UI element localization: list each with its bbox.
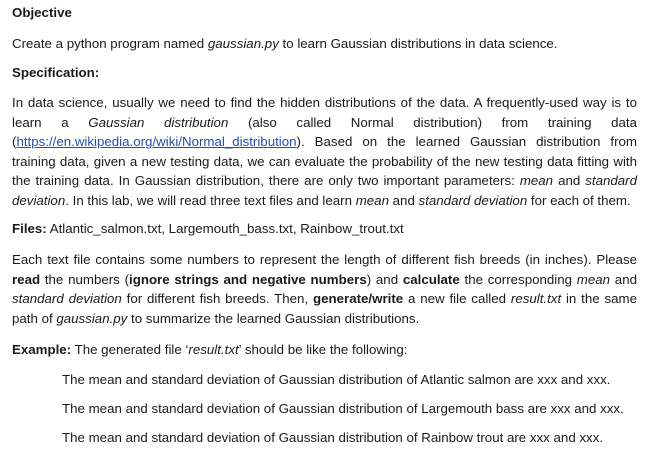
task-paragraph — [12, 250, 637, 328]
example-text-1: The generated file ‘ — [71, 342, 189, 357]
objective-filename: gaussian.py — [207, 36, 279, 51]
task-gaussian-filename: gaussian.py — [56, 310, 128, 326]
task-text-9: to summarize the learned Gaussian distributions. — [127, 310, 420, 326]
example-text-2: ’ should be like the following: — [238, 342, 408, 357]
wikipedia-link[interactable]: https://en.wikipedia.org/wiki/Normal_distribution — [16, 134, 297, 150]
task-text-7: a new file called — [403, 291, 511, 307]
example-output-line: The mean and standard deviation of Gaussian distribution of Largemouth bass are xxx and xxx. — [62, 401, 624, 416]
spec-text-5: . In this lab, we will read three text files and learn — [65, 192, 356, 208]
task-text-4: the corresponding — [459, 271, 577, 287]
task-read-term: read — [12, 271, 41, 287]
files-label: Files: — [12, 221, 47, 236]
example-filename: result.txt — [188, 342, 239, 357]
spec-text-4: and — [553, 173, 586, 189]
task-text-5: and — [610, 271, 637, 287]
spec-text-7: for each of them. — [527, 192, 631, 208]
spec-std-term: standard deviation — [12, 173, 637, 208]
objective-heading: Objective — [12, 5, 72, 20]
specification-paragraph — [12, 93, 637, 211]
spec-text-1: In data science, usually we need to find the hidden distributions of the data. A frequently-used way is to learn a — [12, 95, 637, 130]
spec-std-term-2: standard deviation — [418, 192, 528, 208]
task-mean-term: mean — [576, 271, 611, 287]
spec-text-2: (also called Normal distribution) from training data ( — [12, 114, 637, 150]
files-list: Atlantic_salmon.txt, Largemouth_bass.txt, Rainbow_trout.txt — [46, 221, 404, 236]
task-text-8: in the same path of — [12, 291, 638, 326]
spec-mean-term-2: mean — [355, 192, 389, 208]
task-text-6: for different fish breeds. Then, — [121, 291, 313, 307]
objective-text — [12, 34, 637, 54]
task-std-term: standard deviation — [12, 291, 122, 307]
task-ignore-term: ignore strings and negative numbers — [129, 271, 367, 287]
example-line — [12, 340, 637, 360]
example-output-line: The mean and standard deviation of Gaussian distribution of Atlantic salmon are xxx and xxx. — [62, 372, 611, 387]
task-result-filename: result.txt — [510, 291, 562, 307]
spec-text-6: and — [388, 192, 419, 208]
task-generate-term: generate/write — [312, 291, 404, 307]
spec-text-3: ). Based on the learned Gaussian distribution from training data, given a new testing data, we can evaluate the probability of the new testing data fitting with the training data. In Gaussian distribution, there are only two important parameters: — [12, 134, 637, 189]
example-label: Example: — [12, 342, 72, 357]
spec-mean-term: mean — [519, 173, 554, 189]
example-output-line: The mean and standard deviation of Gaussian distribution of Rainbow trout are xxx and xxx. — [62, 430, 604, 445]
spec-gaussian-term: Gaussian distribution — [88, 114, 229, 130]
objective-text-before: Create a python program named — [12, 36, 208, 51]
task-text-1: Each text file contains some numbers to represent the length of different fish breeds (in inches). Please — [12, 252, 637, 267]
task-text-3: ) and — [366, 271, 403, 287]
task-text-2: the numbers ( — [40, 271, 129, 287]
objective-text-after: to learn Gaussian distributions in data science. — [278, 36, 558, 51]
specification-heading: Specification: — [12, 65, 100, 80]
files-line — [12, 219, 637, 239]
task-calculate-term: calculate — [402, 271, 460, 287]
